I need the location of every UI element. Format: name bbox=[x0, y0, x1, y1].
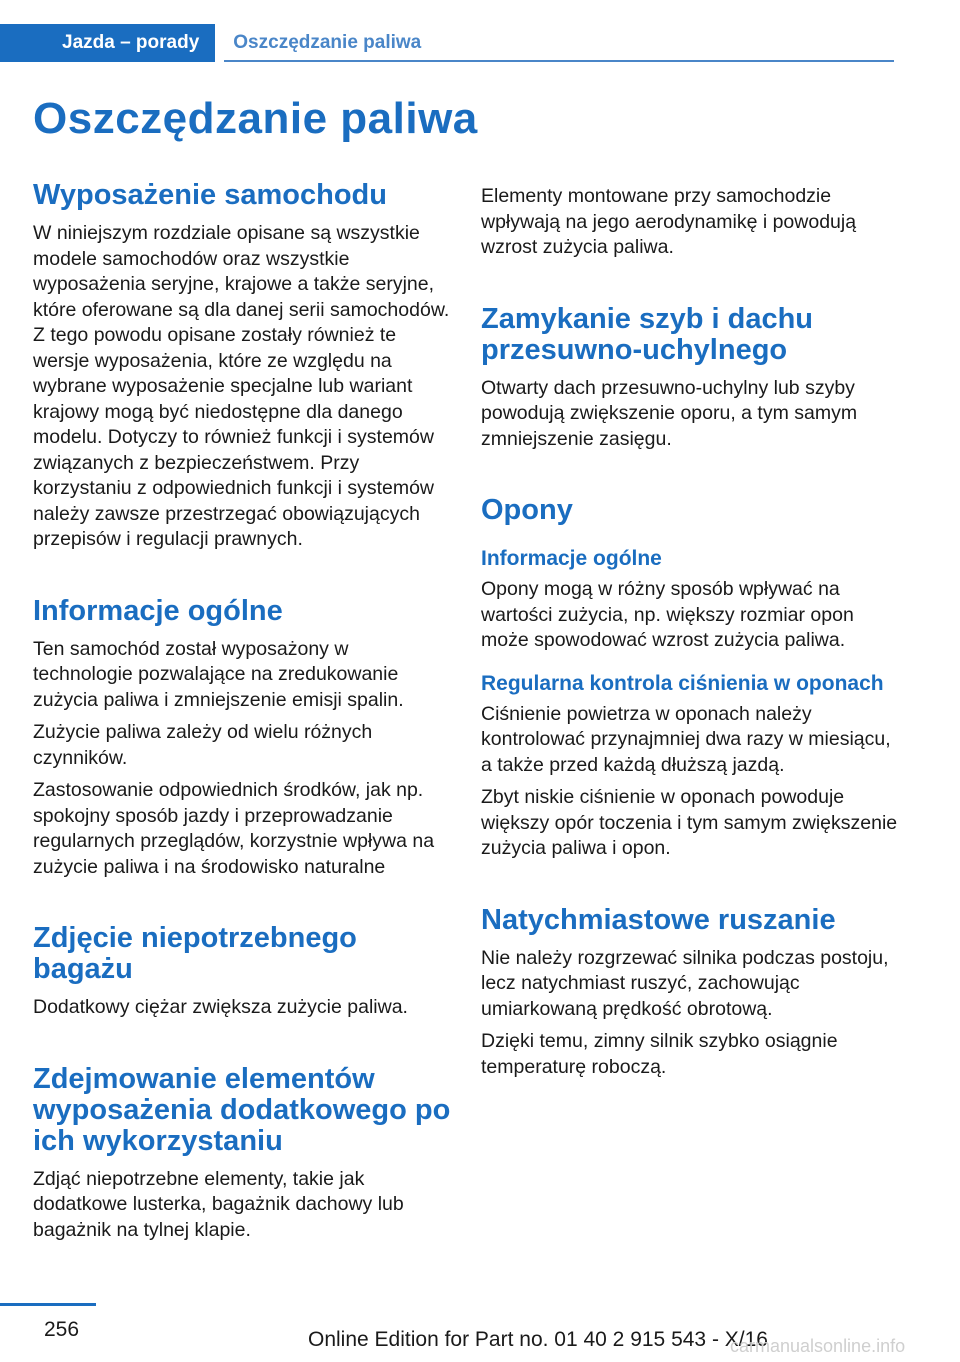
paragraph-remove-accessories: Zdjąć niepotrzebne elementy, takie jak dodatkowe lusterka, bagażnik dachowy lub bagażnik na tylnej klapie. bbox=[33, 1167, 404, 1241]
section-tab[interactable]: Jazda – porady bbox=[0, 24, 215, 62]
paragraph-close-windows: Otwarty dach przesuwno-uchylny lub szyby powodują zwiększenie oporu, a tym samym zmniejszenie zasięgu. bbox=[481, 376, 858, 450]
header-bar bbox=[0, 24, 439, 62]
paragraph-general-info-2: Zużycie paliwa zależy od wielu różnych czynników. bbox=[33, 721, 373, 769]
heading-tires: Opony bbox=[481, 494, 573, 526]
heading-close-windows: Zamykanie szyb i dachu przesuwno-uchylnego bbox=[481, 302, 814, 366]
right-column bbox=[481, 184, 901, 1087]
subheading-tire-pressure: Regularna kontrola ciśnienia w oponach bbox=[481, 671, 884, 695]
page-tab[interactable]: Oszczędzanie paliwa bbox=[233, 32, 422, 53]
watermark: carmanualsonline.info bbox=[730, 1336, 906, 1356]
heading-immediate-start: Natychmiastowe ruszanie bbox=[481, 903, 836, 936]
header-divider bbox=[224, 60, 894, 62]
page-number: 256 bbox=[44, 1318, 80, 1341]
heading-remove-accessories: Zdejmowanie elementów wyposażenia dodatkowego po ich wykorzystaniu bbox=[33, 1062, 451, 1157]
paragraph-remove-luggage: Dodatkowy ciężar zwiększa zużycie paliwa. bbox=[33, 996, 408, 1018]
paragraph-tire-pressure-1: Ciśnienie powietrza w oponach należy kontrolować przynajmniej dwa razy w miesiącu, a także przed każdą dłuższą jazdą. bbox=[481, 702, 891, 776]
paragraph-accessories-aero: Elementy montowane przy samochodzie wpływają na jego aerodynamikę i powodują wzrost zużycia paliwa. bbox=[481, 185, 857, 258]
paragraph-immediate-start-1: Nie należy rozgrzewać silnika podczas postoju, lecz natychmiast ruszyć, zachowując umiarkowaną prędkość obrotową. bbox=[481, 946, 889, 1020]
paragraph-tire-pressure-2: Zbyt niskie ciśnienie w oponach powoduje większy opór toczenia i tym samym zwiększenie zużycia paliwa i opon. bbox=[481, 786, 898, 859]
heading-vehicle-equipment: Wyposażenie samochodu bbox=[33, 179, 387, 211]
footer-divider bbox=[0, 1303, 96, 1306]
paragraph-vehicle-equipment: W niniejszym rozdziale opisane są wszystkie modele samochodów oraz wszystkie wyposażenia seryjne, krajowe a także seryjne, które oferowane są dla danej serii samochodów. Z tego powodu opisane zostały również te wersje wyposażenia, które ze względu na wybrane wyposażenie specjalne lub wariant krajowy mogą być niedostępne dla danego modelu. Dotyczy to również funkcji i systemów związanych z bezpieczeństwem. Przy korzystaniu z odpowiednich funkcji i systemów należy zawsze przestrzegać obowiązujących przepisów i regulacji prawnych. bbox=[33, 222, 450, 550]
heading-remove-luggage: Zdjęcie niepotrzebnego bagażu bbox=[33, 922, 357, 985]
paragraph-immediate-start-2: Dzięki temu, zimny silnik szybko osiągnie temperaturę roboczą. bbox=[481, 1030, 838, 1078]
subheading-tires-general: Informacje ogólne bbox=[481, 547, 662, 570]
heading-general-info: Informacje ogólne bbox=[33, 594, 283, 627]
edition-note: Online Edition for Part no. 01 40 2 915 543 - X/16 bbox=[308, 1328, 768, 1351]
paragraph-general-info-3: Zastosowanie odpowiednich środków, jak np. spokojny sposób jazdy i przeprowadzanie regularnych przeglądów, korzystnie wpływa na zużycie paliwa i na środowisko naturalne bbox=[33, 779, 435, 878]
left-column bbox=[33, 180, 453, 1250]
paragraph-tires-general: Opony mogą w różny sposób wpływać na wartości zużycia, np. większy rozmiar opon może spowodować wzrost zużycia paliwa. bbox=[481, 578, 854, 651]
paragraph-general-info-1: Ten samochód został wyposażony w technologie pozwalające na zredukowanie zużycia paliwa i zmniejszenie emisji spalin. bbox=[33, 637, 404, 711]
page-title: Oszczędzanie paliwa bbox=[33, 94, 478, 143]
